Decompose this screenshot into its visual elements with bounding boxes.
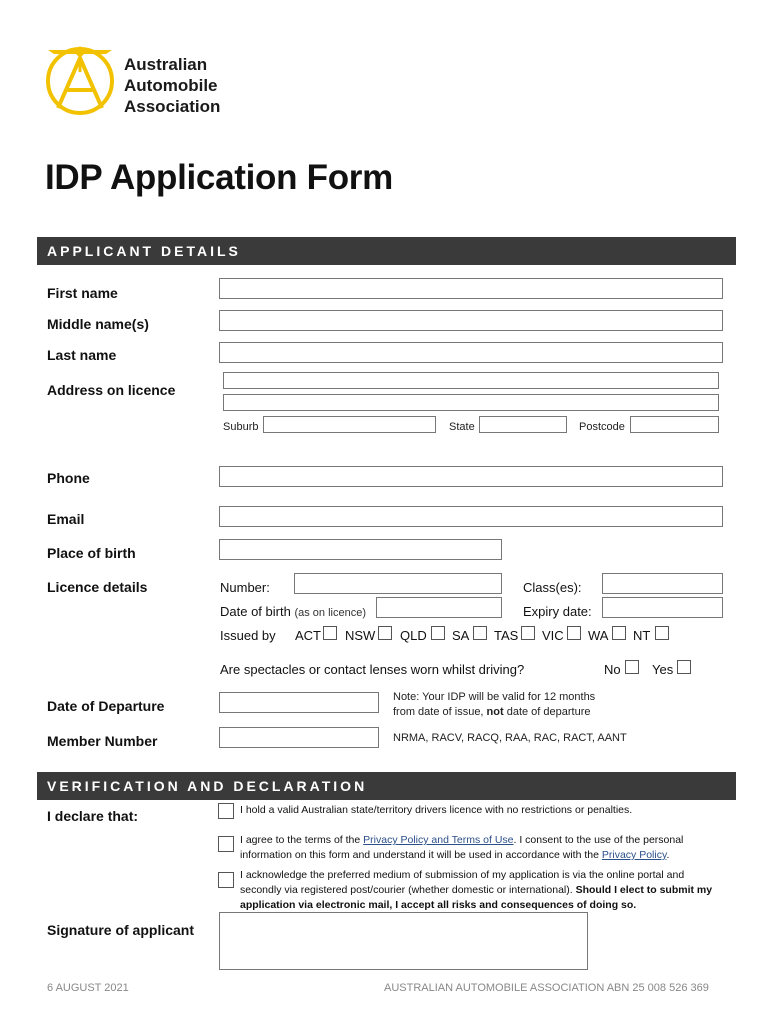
state-qld-checkbox[interactable] [431,626,445,640]
postcode-label: Postcode [579,421,625,433]
departure-note [393,690,595,720]
place-of-birth-label: Place of birth [47,545,136,561]
licence-number-input[interactable] [294,573,502,594]
spectacles-no-label: No [604,662,621,677]
departure-note-line1: Note: Your IDP will be valid for 12 months [393,691,596,703]
dob-label [220,604,366,619]
member-number-input[interactable] [219,727,379,748]
departure-label: Date of Departure [47,698,165,714]
state-act-checkbox[interactable] [323,626,337,640]
state-input[interactable] [479,416,567,433]
aaa-logo-icon [44,42,116,116]
declaration-3-checkbox[interactable] [218,872,234,888]
suburb-input[interactable] [263,416,436,433]
declaration-1-text: I hold a valid Australian state/territory drivers licence with no restrictions or penalties. [240,804,633,816]
last-name-label: Last name [47,347,117,363]
state-qld-label: QLD [400,628,427,643]
last-name-input[interactable] [219,342,723,363]
state-vic-checkbox[interactable] [567,626,581,640]
address-label: Address on licence [47,382,176,398]
place-of-birth-input[interactable] [219,539,502,560]
suburb-label: Suburb [223,421,259,433]
state-sa-label: SA [452,628,470,643]
state-nt-checkbox[interactable] [655,626,669,640]
state-nsw-checkbox[interactable] [378,626,392,640]
email-label: Email [47,511,85,527]
org-name-line3: Association [124,97,221,116]
licence-number-label: Number: [220,580,270,595]
departure-note-bold: not [486,706,504,718]
section-header-applicant: APPLICANT DETAILS [37,237,736,265]
section-header-verification: VERIFICATION AND DECLARATION [37,772,736,800]
spectacles-question: Are spectacles or contact lenses worn whilst driving? [220,662,525,677]
first-name-input[interactable] [219,278,723,299]
spectacles-yes-label: Yes [652,662,674,677]
first-name-label: First name [47,285,118,301]
classes-input[interactable] [602,573,723,594]
phone-label: Phone [47,470,90,486]
state-wa-checkbox[interactable] [612,626,626,640]
org-name-line2: Automobile [124,76,218,95]
issued-by-label: Issued by [220,628,276,643]
state-wa-label: WA [588,628,609,643]
classes-label: Class(es): [523,580,582,595]
footer-date: 6 AUGUST 2021 [47,982,129,994]
departure-note-line2 [393,705,595,720]
dob-note: (as on licence) [294,607,366,619]
state-sa-checkbox[interactable] [473,626,487,640]
expiry-label: Expiry date: [523,604,592,619]
state-nsw-label: NSW [345,628,376,643]
privacy-policy-link[interactable]: Privacy Policy [601,849,667,861]
state-label: State [449,421,475,433]
spectacles-no-checkbox[interactable] [625,660,639,674]
middle-names-label: Middle name(s) [47,316,149,332]
declaration-2-mid: . I consent to the use of the personal information on this form and understand it will be used in accordance with the [240,834,684,861]
declaration-3-bold: Should I elect to submit my application via electronic mail, I accept all risks and consequences of doing so. [240,884,713,911]
phone-input[interactable] [219,466,723,487]
declaration-2-pre: I agree to the terms of the [240,834,364,846]
declaration-1-checkbox[interactable] [218,803,234,819]
expiry-input[interactable] [602,597,723,618]
org-name-line1: Australian [124,55,208,74]
state-act-label: ACT [295,628,321,643]
middle-names-input[interactable] [219,310,723,331]
state-tas-label: TAS [494,628,519,643]
signature-label: Signature of applicant [47,922,195,938]
member-clubs-note: NRMA, RACV, RACQ, RAA, RAC, RACT, AANT [393,732,627,744]
declaration-3-pre: I acknowledge the preferred medium of submission of my application is via the online portal and secondly via registered post/courier (whether domestic or international). [240,869,685,896]
email-input[interactable] [219,506,723,527]
declaration-2-end: . [666,849,670,861]
state-tas-checkbox[interactable] [521,626,535,640]
declaration-2-checkbox[interactable] [218,836,234,852]
declare-label: I declare that: [47,808,139,824]
departure-input[interactable] [219,692,379,713]
departure-note-pre: from date of issue, [393,706,487,718]
org-name [124,54,220,117]
address-line2-input[interactable] [223,394,719,411]
declaration-2-text [240,833,725,863]
address-line1-input[interactable] [223,372,719,389]
licence-details-label: Licence details [47,579,148,595]
departure-note-post: date of departure [503,706,591,718]
signature-box[interactable] [219,912,588,970]
declaration-3-text [240,868,725,913]
member-number-label: Member Number [47,733,158,749]
dob-label-text: Date of birth [220,604,291,619]
form-title: IDP Application Form [45,158,393,197]
privacy-terms-link[interactable]: Privacy Policy and Terms of Use [363,834,514,846]
footer-abn: AUSTRALIAN AUTOMOBILE ASSOCIATION ABN 25 008 526 369 [384,982,709,994]
spectacles-yes-checkbox[interactable] [677,660,691,674]
postcode-input[interactable] [630,416,719,433]
state-vic-label: VIC [542,628,564,643]
dob-input[interactable] [376,597,502,618]
state-nt-label: NT [633,628,651,643]
